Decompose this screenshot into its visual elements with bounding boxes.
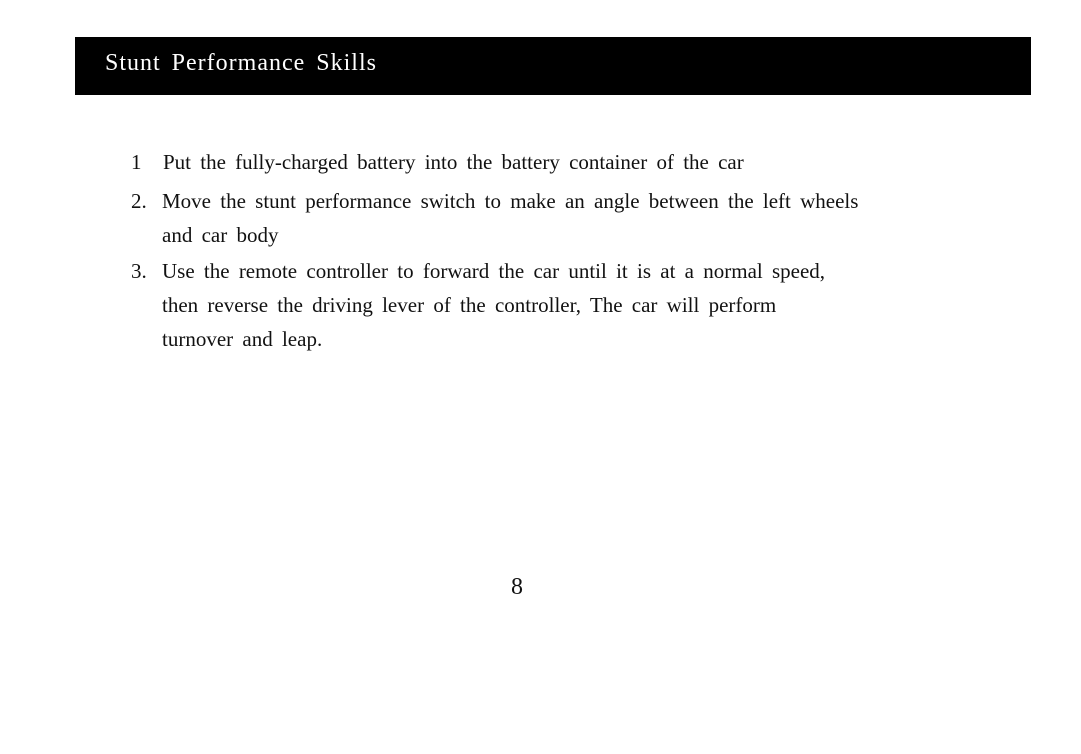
step-2-number: 2. bbox=[131, 189, 147, 213]
step-3-line-1: Use the remote controller to forward the car until it is at a normal speed, bbox=[162, 259, 826, 283]
section-header bbox=[75, 37, 1031, 95]
step-2-line-2: and car body bbox=[162, 223, 279, 247]
step-3-number: 3. bbox=[131, 259, 147, 283]
section-title: Stunt Performance Skills bbox=[105, 50, 377, 76]
step-2-line-1: Move the stunt performance switch to make an angle between the left wheels bbox=[162, 189, 859, 213]
step-1-number: 1 bbox=[131, 150, 142, 174]
step-3-line-2: then reverse the driving lever of the controller, The car will perform bbox=[162, 293, 777, 317]
page-number: 8 bbox=[511, 574, 523, 600]
step-3-line-3: turnover and leap. bbox=[162, 327, 323, 351]
step-1-line-1: Put the fully-charged battery into the battery container of the car bbox=[163, 150, 744, 174]
